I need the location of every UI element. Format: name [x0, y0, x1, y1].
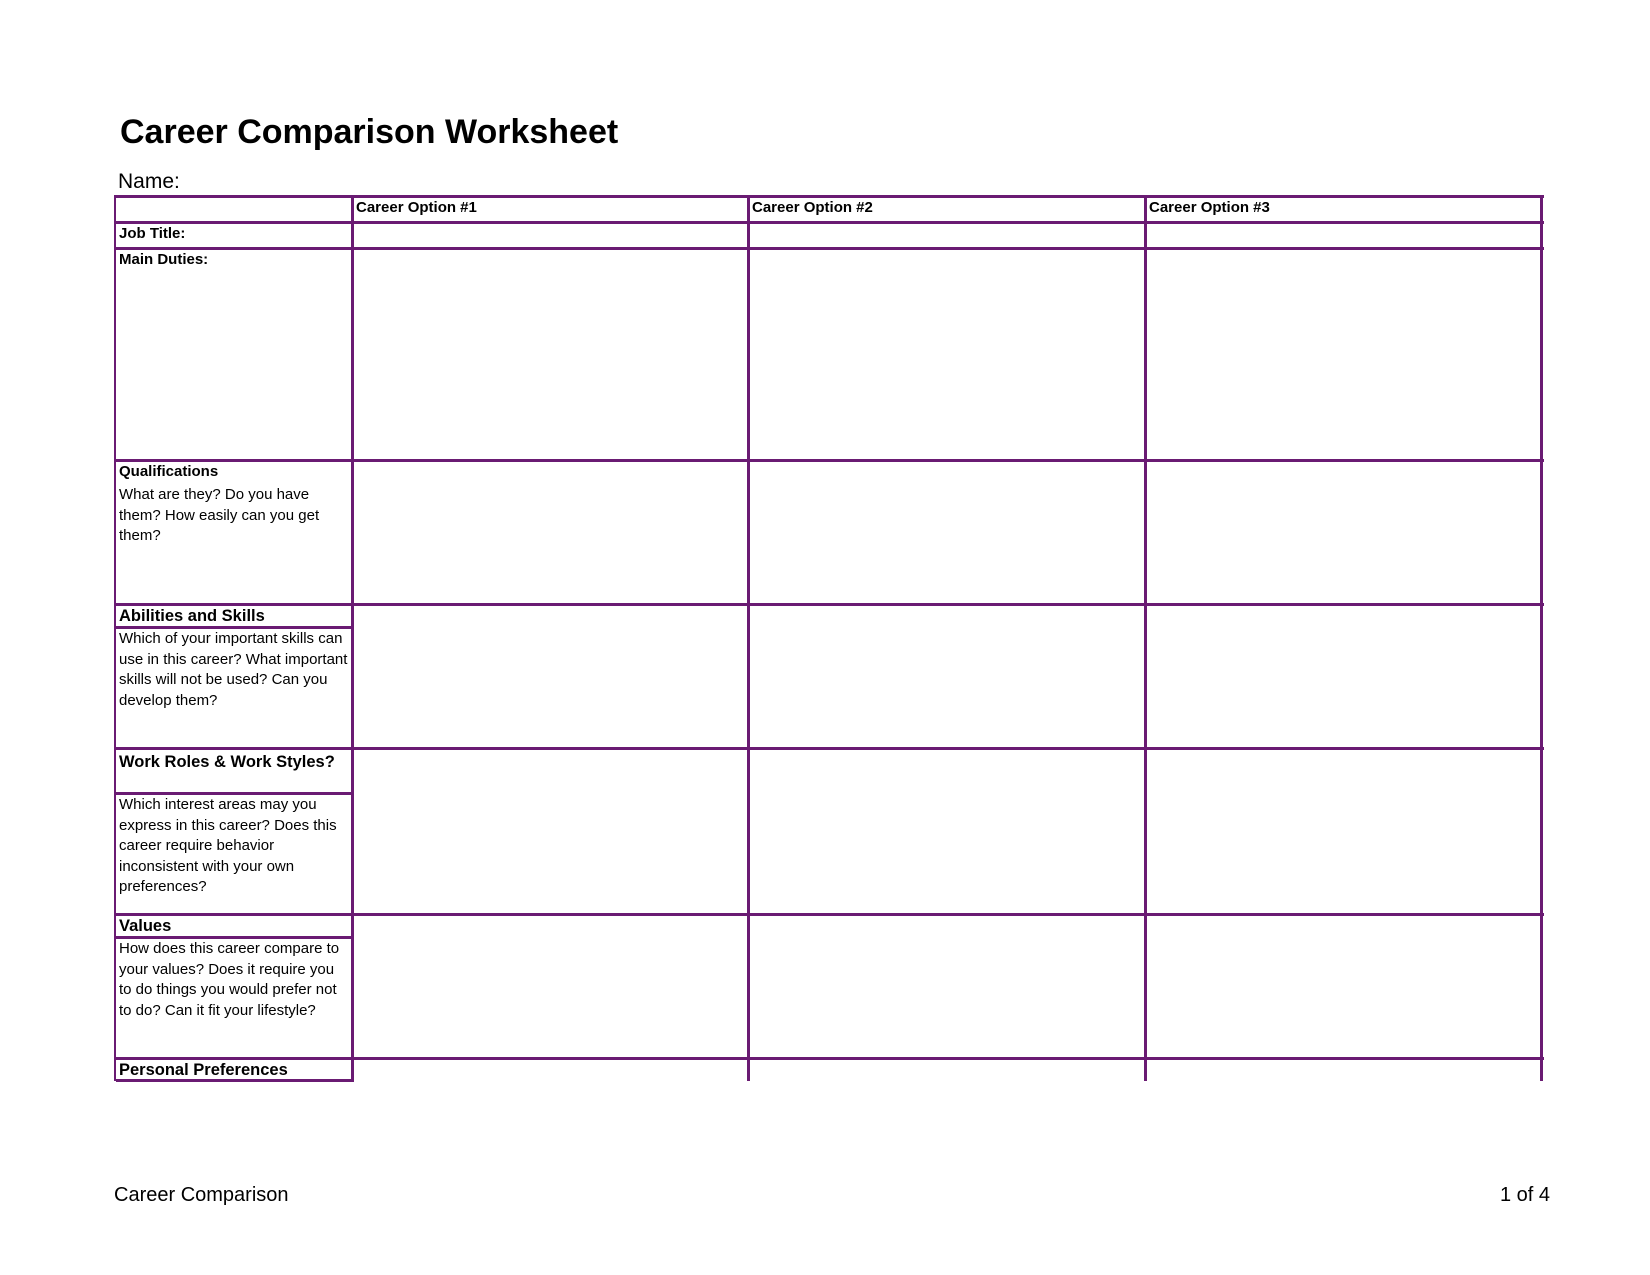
grid-line	[116, 913, 1544, 916]
column-header-3: Career Option #3	[1149, 199, 1270, 216]
row-label-personal-preferences: Personal Preferences	[119, 1061, 288, 1079]
grid-line	[116, 747, 1544, 750]
comparison-table	[114, 195, 1542, 1081]
grid-line	[116, 195, 1544, 198]
grid-line	[1540, 195, 1543, 1081]
row-label-abilities: Abilities and Skills	[119, 607, 265, 625]
abilities-prompt: Which of your important skills can use in this career? What important skills will not be used? Can you develop them?	[119, 630, 348, 709]
work-roles-prompt: Which interest areas may you express in this career? Does this career require behavior inconsistent with your own preferences?	[119, 796, 337, 895]
column-header-2: Career Option #2	[752, 199, 873, 216]
grid-line	[351, 195, 354, 1081]
grid-line	[116, 459, 1544, 462]
page-number: 1 of 4	[1499, 1184, 1550, 1206]
name-label: Name:	[118, 170, 180, 193]
row-label-values: Values	[119, 917, 172, 935]
page-title: Career Comparison Worksheet	[120, 113, 619, 151]
row-label-work-roles: Work Roles & Work Styles?	[119, 753, 335, 771]
grid-line	[116, 221, 1544, 224]
row-label-job-title: Job Title:	[119, 225, 186, 242]
grid-line	[116, 603, 1544, 606]
grid-line	[116, 1057, 1544, 1060]
row-label-qualifications: Qualifications	[119, 463, 219, 480]
row-label-main-duties: Main Duties:	[119, 251, 209, 268]
grid-line	[116, 247, 1544, 250]
values-prompt: How does this career compare to your values? Does it require you to do things you would prefer not to do? Can it fit your lifestyle?	[119, 940, 340, 1019]
qualifications-prompt: What are they? Do you have them? How easily can you get them?	[119, 486, 320, 544]
grid-line	[1144, 195, 1147, 1081]
column-header-1: Career Option #1	[356, 199, 477, 216]
grid-line	[747, 195, 750, 1081]
footer-title: Career Comparison	[114, 1184, 289, 1206]
